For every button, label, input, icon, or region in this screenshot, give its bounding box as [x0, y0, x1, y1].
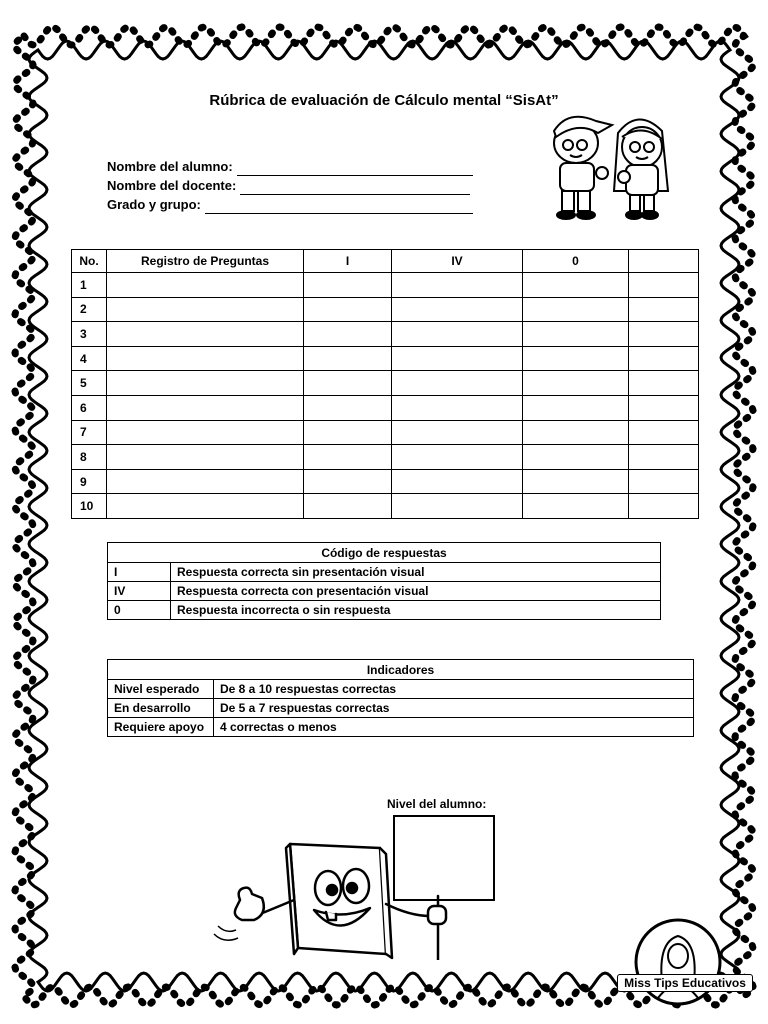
- row-number: 6: [72, 395, 107, 420]
- table-row: [72, 420, 699, 445]
- answer-cell[interactable]: [523, 395, 629, 420]
- code-cell: 0: [108, 601, 171, 620]
- answer-cell[interactable]: [107, 346, 304, 371]
- field-blank-line[interactable]: [240, 181, 470, 195]
- row-number: 2: [72, 297, 107, 322]
- table-row: [108, 699, 694, 718]
- field-label: Nombre del alumno:: [107, 159, 233, 174]
- answer-cell[interactable]: [304, 273, 392, 298]
- answer-cell[interactable]: [628, 420, 698, 445]
- table-row: [72, 395, 699, 420]
- answer-cell[interactable]: [523, 346, 629, 371]
- answer-cell[interactable]: [391, 322, 522, 347]
- answer-cell[interactable]: [523, 494, 629, 519]
- brand-logo: [612, 912, 742, 1008]
- student-info-fields: [107, 157, 473, 214]
- field-label: Nombre del docente:: [107, 178, 237, 193]
- indicator-description: De 8 a 10 respuestas correctas: [214, 680, 694, 699]
- answer-cell[interactable]: [107, 420, 304, 445]
- answer-cell[interactable]: [628, 346, 698, 371]
- table-row: [72, 494, 699, 519]
- row-number: 3: [72, 322, 107, 347]
- table-row: [72, 273, 699, 298]
- field-label: Grado y grupo:: [107, 197, 201, 212]
- answer-cell[interactable]: [304, 420, 392, 445]
- table-row: [108, 680, 694, 699]
- answer-cell[interactable]: [391, 420, 522, 445]
- code-description: Respuesta correcta con presentación visual: [171, 582, 661, 601]
- table-row: [108, 563, 661, 582]
- answer-cell[interactable]: [304, 297, 392, 322]
- column-header-zero: 0: [523, 250, 629, 273]
- table-row: [108, 582, 661, 601]
- indicator-description: De 5 a 7 respuestas correctas: [214, 699, 694, 718]
- question-register-table: [71, 249, 699, 519]
- indicators-table-title: Indicadores: [108, 660, 694, 680]
- field-teacher-name[interactable]: [107, 176, 473, 195]
- code-description: Respuesta correcta sin presentación visual: [171, 563, 661, 582]
- indicator-level: Nivel esperado: [108, 680, 214, 699]
- answer-cell[interactable]: [304, 469, 392, 494]
- answer-cell[interactable]: [628, 445, 698, 470]
- answer-cell[interactable]: [304, 445, 392, 470]
- answer-cell[interactable]: [628, 297, 698, 322]
- table-row: [72, 322, 699, 347]
- indicator-level: Requiere apoyo: [108, 718, 214, 737]
- answer-cell[interactable]: [107, 297, 304, 322]
- code-description: Respuesta incorrecta o sin respuesta: [171, 601, 661, 620]
- answer-cell[interactable]: [107, 494, 304, 519]
- brand-logo-text: Miss Tips Educativos: [617, 974, 753, 992]
- answer-cell[interactable]: [304, 322, 392, 347]
- answer-cell[interactable]: [304, 395, 392, 420]
- kids-illustration: [538, 103, 678, 225]
- field-blank-line[interactable]: [237, 162, 473, 176]
- answer-cell[interactable]: [628, 371, 698, 396]
- answer-cell[interactable]: [107, 371, 304, 396]
- answer-cell[interactable]: [523, 371, 629, 396]
- table-row: [72, 346, 699, 371]
- row-number: 4: [72, 346, 107, 371]
- indicator-level: En desarrollo: [108, 699, 214, 718]
- answer-cell[interactable]: [628, 322, 698, 347]
- table-row: [72, 445, 699, 470]
- answer-cell[interactable]: [107, 469, 304, 494]
- answer-cell[interactable]: [628, 469, 698, 494]
- row-number: 10: [72, 494, 107, 519]
- field-blank-line[interactable]: [205, 200, 473, 214]
- row-number: 7: [72, 420, 107, 445]
- column-header-i: I: [304, 250, 392, 273]
- answer-cell[interactable]: [391, 494, 522, 519]
- code-cell: I: [108, 563, 171, 582]
- answer-cell[interactable]: [523, 322, 629, 347]
- response-code-table: [107, 542, 661, 620]
- answer-cell[interactable]: [304, 371, 392, 396]
- answer-cell[interactable]: [304, 346, 392, 371]
- answer-cell[interactable]: [391, 297, 522, 322]
- field-grade-group[interactable]: [107, 195, 473, 214]
- answer-cell[interactable]: [107, 273, 304, 298]
- answer-cell[interactable]: [523, 469, 629, 494]
- page-title: Rúbrica de evaluación de Cálculo mental “SisAt”: [209, 92, 559, 109]
- code-cell: IV: [108, 582, 171, 601]
- row-number: 5: [72, 371, 107, 396]
- book-mascot-illustration: [210, 830, 470, 960]
- answer-cell[interactable]: [391, 273, 522, 298]
- answer-cell[interactable]: [391, 445, 522, 470]
- answer-cell[interactable]: [391, 395, 522, 420]
- table-row: [72, 297, 699, 322]
- table-header-row: [72, 250, 699, 273]
- answer-cell[interactable]: [107, 322, 304, 347]
- indicators-table: [107, 659, 694, 737]
- row-number: 8: [72, 445, 107, 470]
- table-row: [72, 469, 699, 494]
- answer-cell[interactable]: [107, 445, 304, 470]
- table-row: [108, 601, 661, 620]
- table-row: [108, 718, 694, 737]
- answer-cell[interactable]: [523, 297, 629, 322]
- field-student-name[interactable]: [107, 157, 473, 176]
- row-number: 1: [72, 273, 107, 298]
- answer-cell[interactable]: [523, 273, 629, 298]
- answer-cell[interactable]: [391, 371, 522, 396]
- answer-cell[interactable]: [304, 494, 392, 519]
- student-level-label: Nivel del alumno:: [387, 797, 487, 811]
- column-header-no: No.: [72, 250, 107, 273]
- column-header-questions: Registro de Preguntas: [107, 250, 304, 273]
- answer-cell[interactable]: [391, 346, 522, 371]
- indicator-description: 4 correctas o menos: [214, 718, 694, 737]
- answer-cell[interactable]: [523, 420, 629, 445]
- answer-cell[interactable]: [391, 469, 522, 494]
- row-number: 9: [72, 469, 107, 494]
- column-header-blank: [628, 250, 698, 273]
- answer-cell[interactable]: [107, 395, 304, 420]
- table-row: [72, 371, 699, 396]
- code-table-title: Código de respuestas: [108, 543, 661, 563]
- answer-cell[interactable]: [628, 494, 698, 519]
- answer-cell[interactable]: [628, 273, 698, 298]
- column-header-iv: IV: [391, 250, 522, 273]
- answer-cell[interactable]: [523, 445, 629, 470]
- answer-cell[interactable]: [628, 395, 698, 420]
